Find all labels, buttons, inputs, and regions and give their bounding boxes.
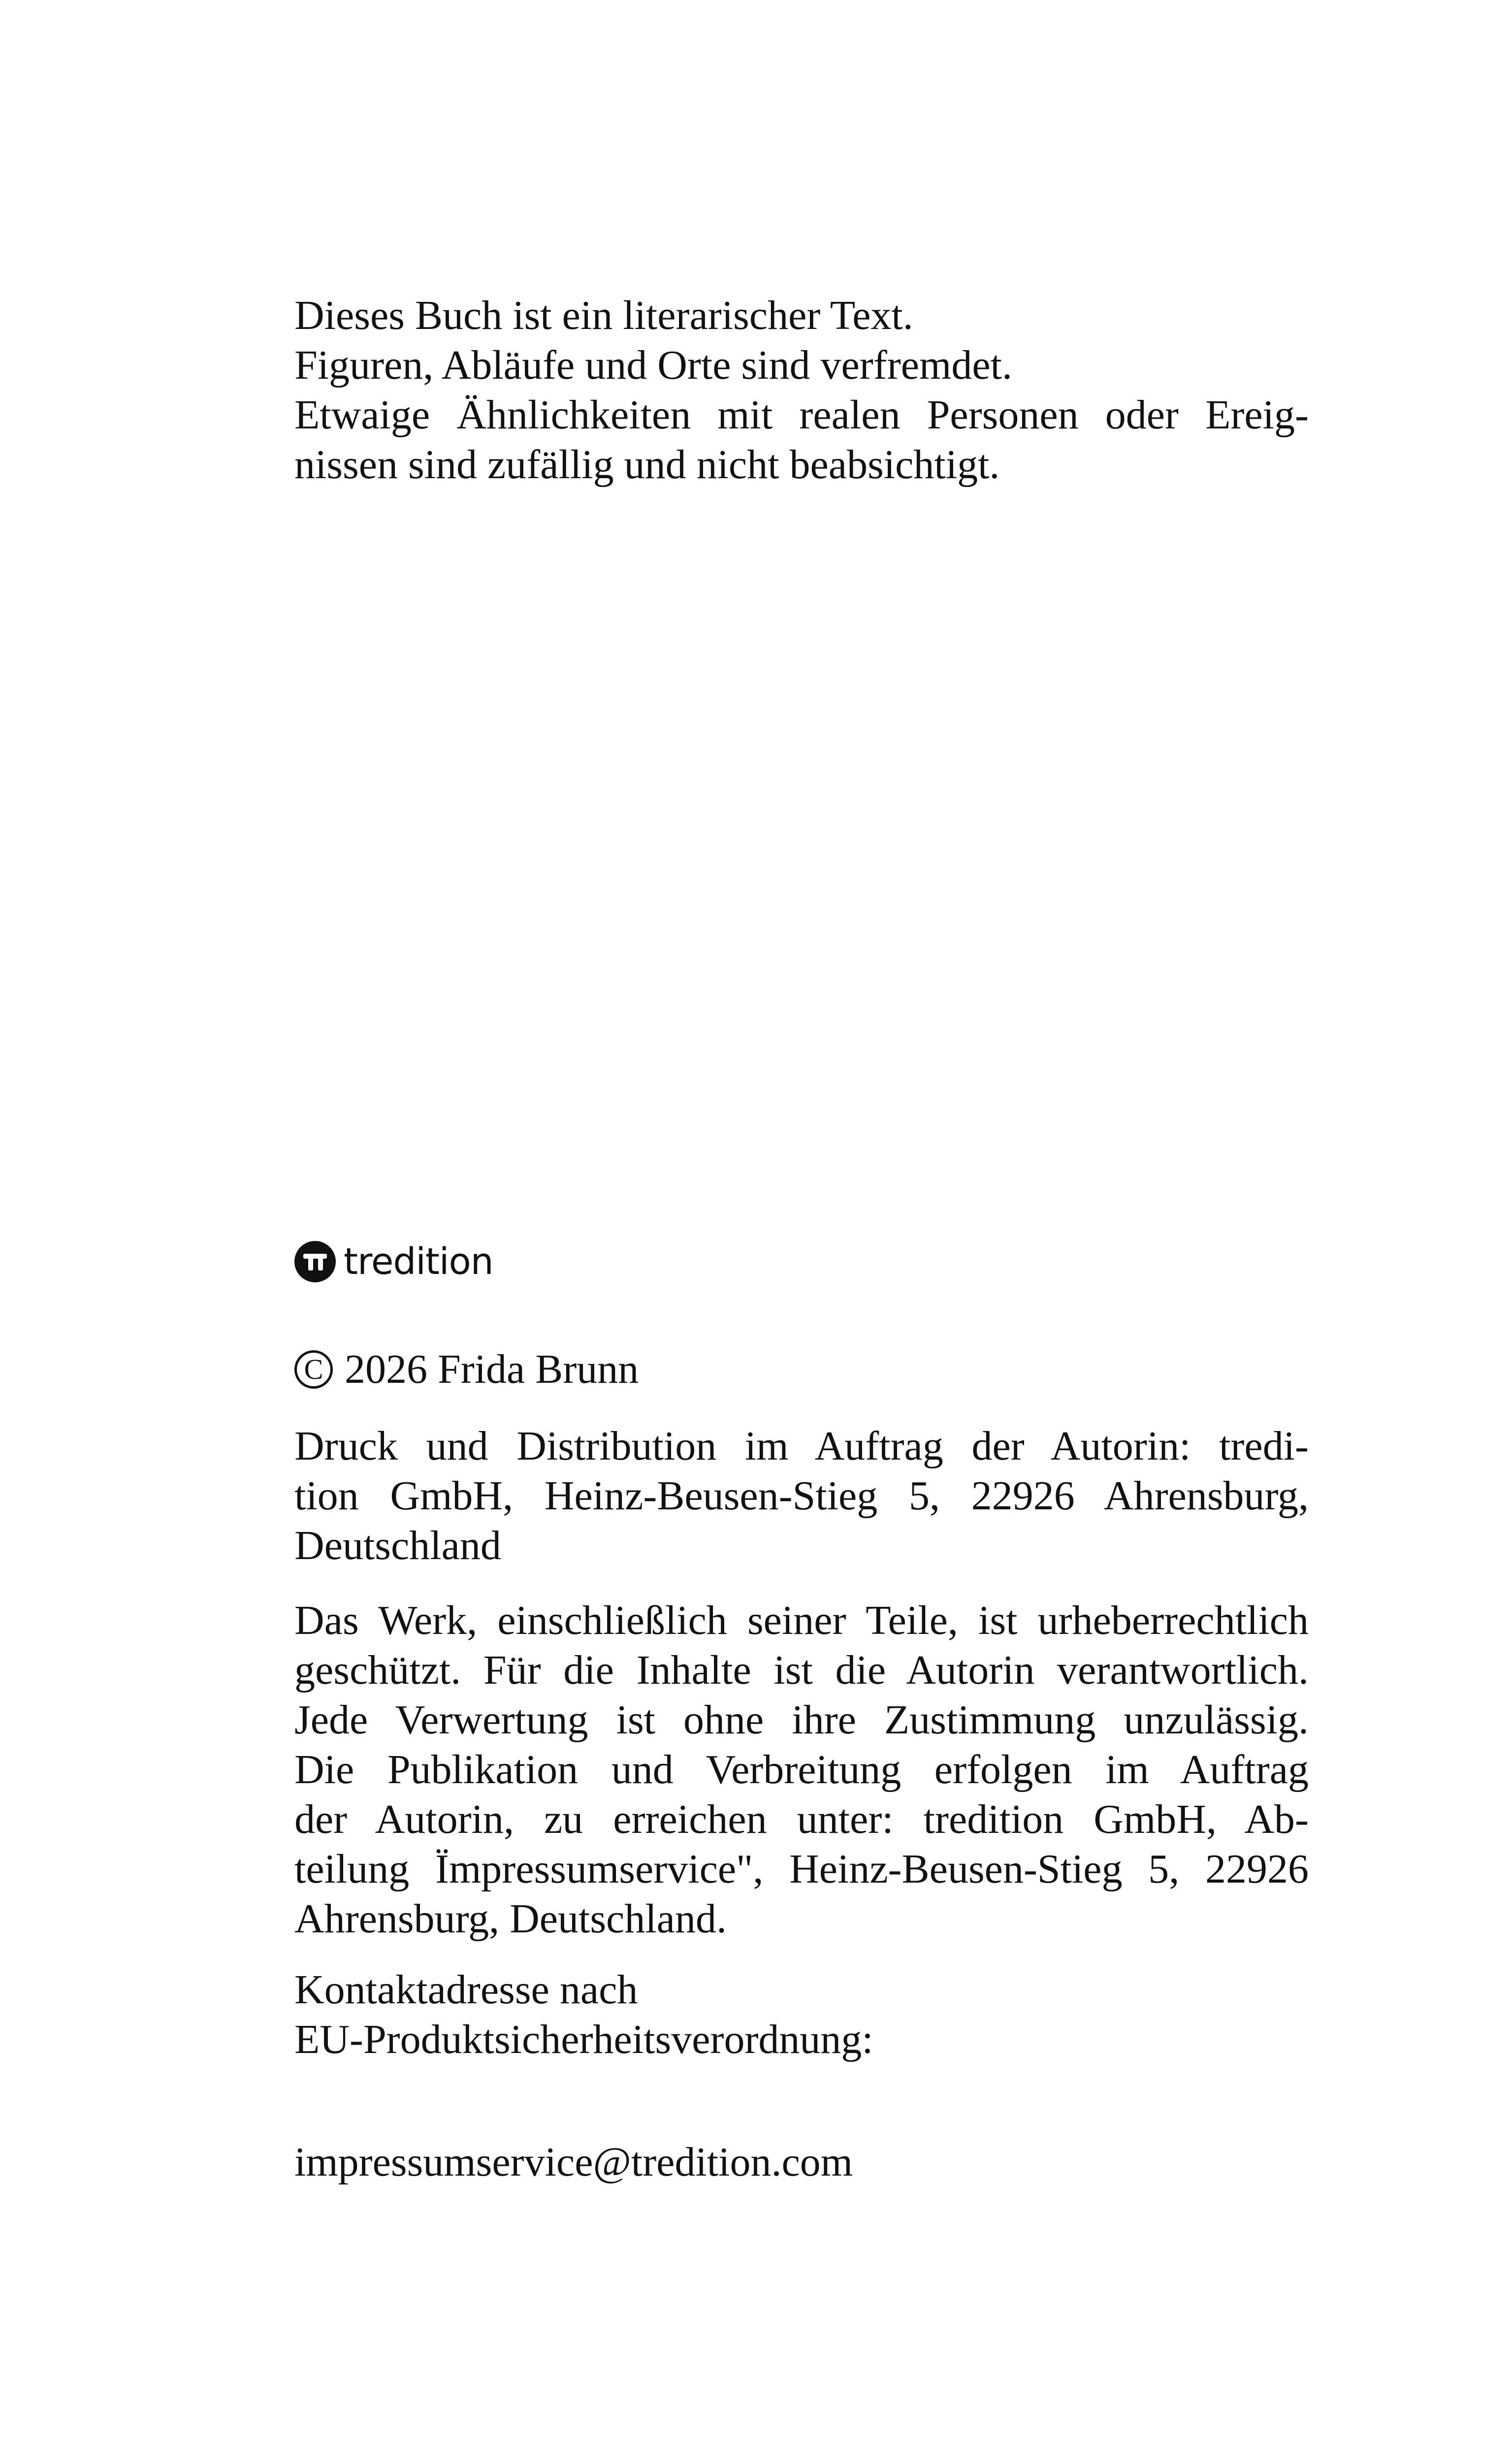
publisher-logo (294, 1241, 493, 1282)
rights-line: teilung Ïmpressumservice", Heinz-Beusen-Stieg 5, 22926 (294, 1846, 1309, 1892)
disclaimer-line: Dieses Buch ist ein literarischer Text. (294, 293, 913, 338)
rights-paragraph (294, 1596, 1309, 1944)
rights-line: Die Publikation und Verbreitung erfolgen im Auftrag (294, 1747, 1309, 1792)
printing-line: Deutschland (294, 1523, 501, 1568)
disclaimer-paragraph (294, 291, 1309, 489)
printing-line: tion GmbH, Heinz-Beusen-Stieg 5, 22926 Ahrensburg, (294, 1473, 1309, 1519)
publisher-logo-text: tredition (344, 1240, 493, 1283)
contact-email: impressumservice@tredition.com (294, 2139, 853, 2185)
disclaimer-line: nissen sind zufällig und nicht beabsichtigt. (294, 442, 1000, 488)
contact-line: Kontaktadresse nach (294, 1967, 638, 2013)
rights-line: geschützt. Für die Inhalte ist die Autorin verantwortlich. (294, 1647, 1309, 1693)
copyright-text: 2026 Frida Brunn (345, 1346, 639, 1392)
copyright-icon: C (294, 1350, 333, 1389)
rights-line: Jede Verwertung ist ohne ihre Zustimmung unzulässig. (294, 1697, 1309, 1743)
tredition-logo-icon (294, 1241, 336, 1282)
rights-line: der Autorin, zu erreichen unter: tredition GmbH, Ab- (294, 1796, 1309, 1842)
disclaimer-line: Figuren, Abläufe und Orte sind verfremdet. (294, 342, 1012, 388)
disclaimer-line: Etwaige Ähnlichkeiten mit realen Personen oder Ereig- (294, 392, 1309, 438)
contact-paragraph (294, 1965, 1309, 2064)
contact-line: EU-Produktsicherheitsverordnung: (294, 2017, 873, 2062)
printing-paragraph (294, 1421, 1309, 1570)
rights-line: Das Werk, einschließlich seiner Teile, ist urheberrechtlich (294, 1597, 1309, 1643)
rights-line: Ahrensburg, Deutschland. (294, 1896, 727, 1942)
printing-line: Druck und Distribution im Auftrag der Autorin: tredi- (294, 1423, 1309, 1469)
copyright-line (294, 1344, 1309, 1394)
